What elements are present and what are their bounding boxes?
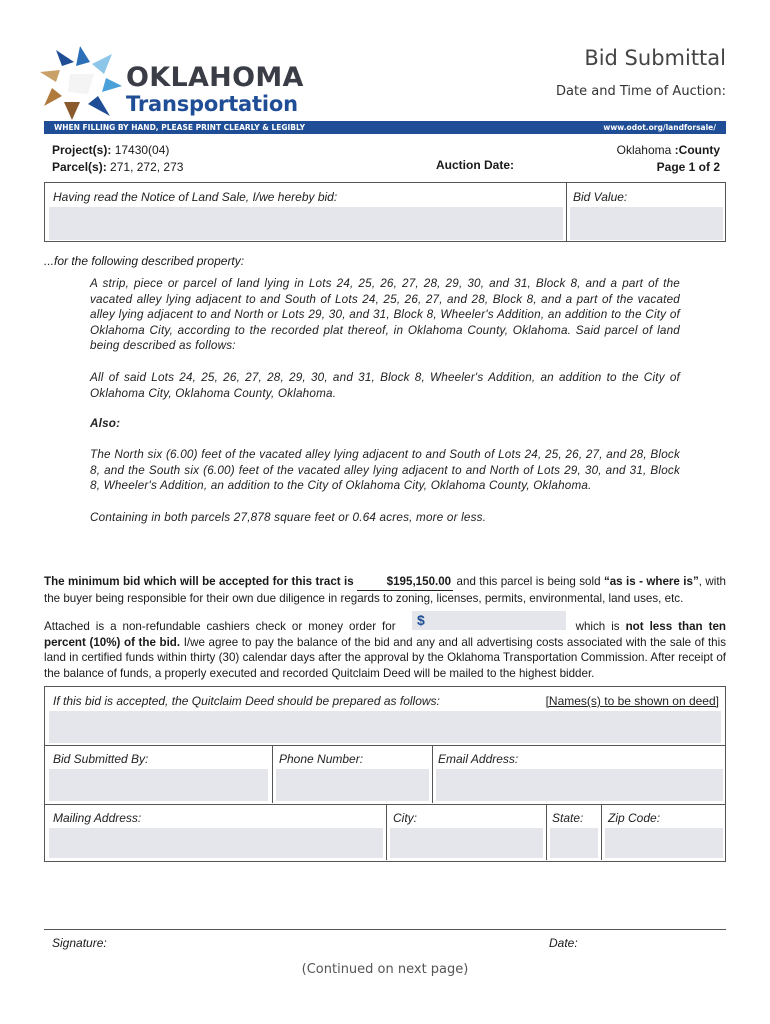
email-label: Email Address: xyxy=(438,752,519,766)
address-divider-3 xyxy=(601,804,602,860)
print-clearly-note: WHEN FILLING BY HAND, PLEASE PRINT CLEARLY & LEGIBLY xyxy=(54,123,306,132)
property-acreage: Containing in both parcels 27,878 square feet or 0.64 acres, more or less. xyxy=(90,511,487,524)
website-link[interactable]: www.odot.org/landforsale/ xyxy=(603,123,716,132)
notice-bid-label: Having read the Notice of Land Sale, I/we hereby bid: xyxy=(53,190,338,204)
property-description-1: A strip, piece or parcel of land lying in Lots 24, 25, 26, 27, 28, 29, 30, and 31, Block 8, and a part of the vacated alley lying adjacent to and South of Lots 24, 25, 26, 27, and 28, Block 8, and a part of the vacated alley lying adjacent to and North or Lots 29, 30, and 31, Block 8, Wheeler's Addition, an addition to the City of Oklahoma City, according to the recorded plat thereof, in Oklahoma County, Oklahoma. Said parcel of land being described as follows: xyxy=(90,277,680,353)
state-label: State: xyxy=(552,811,584,825)
logo-transportation-text: Transportation xyxy=(126,92,298,116)
submitted-by-label: Bid Submitted By: xyxy=(53,752,149,766)
logo-oklahoma-text: OKLAHOMA xyxy=(126,62,304,93)
min-bid-rest: , with the buyer being responsible for their own due diligence in regards to zoning, licenses, permits, environmental, land uses, etc. xyxy=(44,575,726,605)
signature-label: Signature: xyxy=(52,936,107,950)
min-bid-text: The minimum bid which will be accepted for this tract is xyxy=(44,575,354,588)
deed-label: If this bid is accepted, the Quitclaim Deed should be prepared as follows: xyxy=(53,694,440,708)
page-number: Page 1 of 2 xyxy=(656,160,720,174)
dollar-sign: $ xyxy=(417,612,425,628)
county-page-info xyxy=(617,142,720,176)
contact-row xyxy=(44,745,726,805)
bid-box-divider xyxy=(566,183,567,241)
signature-line[interactable] xyxy=(44,929,726,930)
continued-note: (Continued on next page) xyxy=(301,962,469,977)
project-value: 17430(04) xyxy=(114,143,170,157)
min-bid-mid: and this parcel is being sold xyxy=(456,575,601,588)
minimum-bid-paragraph xyxy=(44,574,726,606)
as-is-text: “as is - where is” xyxy=(603,575,699,588)
mailing-address-field[interactable] xyxy=(49,828,383,858)
deed-names-field[interactable] xyxy=(49,711,721,743)
phone-field[interactable] xyxy=(276,769,429,801)
date-label: Date: xyxy=(549,936,578,950)
submitted-by-field[interactable] xyxy=(49,769,268,801)
project-info xyxy=(52,142,183,176)
min-bid-value: $195,150.00 xyxy=(357,574,453,591)
address-row xyxy=(44,804,726,862)
address-divider-2 xyxy=(546,804,547,860)
parcel-label: Parcel(s): xyxy=(52,160,107,174)
city-label: City: xyxy=(393,811,417,825)
names-on-deed-hint: [Names(s) to be shown on deed] xyxy=(545,694,719,708)
email-field[interactable] xyxy=(436,769,723,801)
zip-field[interactable] xyxy=(605,828,723,858)
phone-label: Phone Number: xyxy=(279,752,364,766)
instruction-banner xyxy=(44,121,726,134)
bid-value-label: Bid Value: xyxy=(573,190,628,204)
project-label: Project(s): xyxy=(52,143,112,157)
deed-box xyxy=(44,686,726,746)
address-divider-1 xyxy=(386,804,387,860)
bid-box xyxy=(44,182,726,242)
city-field[interactable] xyxy=(390,828,543,858)
attached-text: Attached is a non-refundable cashiers check or money order for xyxy=(44,620,396,633)
which-is-text: which is xyxy=(575,620,620,633)
odot-logo xyxy=(40,44,304,120)
also-label: Also: xyxy=(90,417,121,430)
mailing-address-label: Mailing Address: xyxy=(53,811,142,825)
contact-divider-1 xyxy=(272,745,273,803)
bid-statement-field[interactable] xyxy=(49,207,563,240)
property-description-2: All of said Lots 24, 25, 26, 27, 28, 29, 30, and 31, Block 8, Wheeler's Addition, an addition to the City of Oklahoma City, Oklahoma County, Oklahoma. xyxy=(90,371,680,400)
bid-value-field[interactable] xyxy=(570,207,723,240)
star-logo-icon xyxy=(40,44,124,120)
county-value: Oklahoma xyxy=(616,143,672,157)
described-property-lead: ...for the following described property: xyxy=(44,254,245,268)
payment-terms-paragraph xyxy=(44,619,726,681)
property-description-3: The North six (6.00) feet of the vacated alley lying adjacent to and South of Lots 24, 25, 26, 27, and 28, Block 8, and the South six (6.00) feet of the vacated alley lying adjacent to and North of Lots 29, 30, and 31, Block 8, Wheeler's Addition, an addition to the City of Oklahoma City, Oklahoma County, Oklahoma. xyxy=(90,448,680,493)
parcel-value: 271, 272, 273 xyxy=(110,160,184,174)
county-label: :County xyxy=(674,143,720,157)
contact-divider-2 xyxy=(432,745,433,803)
not-less-text: not less than ten percent (10%) of the bid. xyxy=(44,620,726,649)
auction-date-label: Auction Date: xyxy=(436,158,514,172)
state-field[interactable] xyxy=(550,828,598,858)
payment-terms-rest: I/we agree to pay the balance of the bid and any and all advertising costs associated with the sale of this land in certified funds within thirty (30) calendar days after the approval by the Oklahoma Transportation Commission. After receipt of the balance of funds, a properly executed and recorded Quitclaim Deed will be mailed to the highest bidder. xyxy=(44,635,726,680)
zip-label: Zip Code: xyxy=(608,811,661,825)
date-time-auction-label: Date and Time of Auction: xyxy=(556,84,726,99)
form-title: Bid Submittal xyxy=(584,46,726,70)
